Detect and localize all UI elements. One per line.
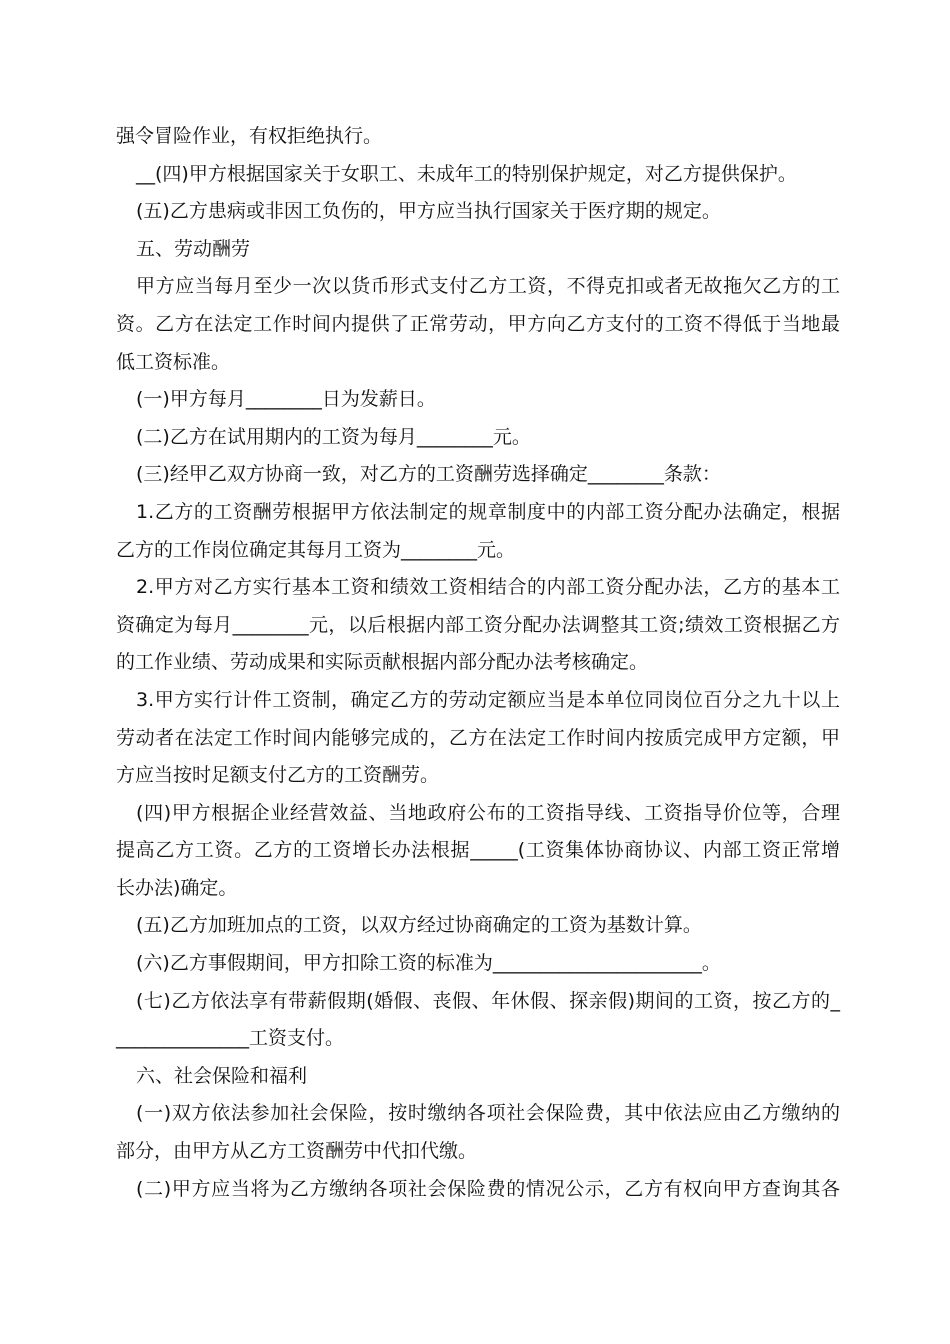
document-line: 方应当按时足额支付乙方的工资酬劳。 [116,764,440,787]
document-line: 2.甲方对乙方实行基本工资和绩效工资相结合的内部工资分配办法，乙方的基本工 [136,576,840,599]
document-line: 五、劳动酬劳 [136,237,251,260]
document-line: 提高乙方工资。乙方的工资增长办法根据_____(工资集体协商协议、内部工资正常增 [116,839,840,862]
document-line: (一)双方依法参加社会保险，按时缴纳各项社会保险费，其中依法应由乙方缴纳的 [136,1102,840,1125]
document-line: (五)乙方加班加点的工资，以双方经过协商确定的工资为基数计算。 [136,914,702,937]
document-line: (三)经甲乙双方协商一致，对乙方的工资酬劳选择确定________条款： [136,463,721,486]
document-line: 强令冒险作业，有权拒绝执行。 [116,125,383,147]
document-line: ______________工资支付。 [116,1027,345,1050]
document-line: 乙方的工作岗位确定其每月工资为________元。 [116,538,516,561]
document-line: 部分，由甲方从乙方工资酬劳中代扣代缴。 [116,1140,478,1163]
document-line: 资确定为每月________元，以后根据内部工资分配办法调整其工资;绩效工资根据乙方 [116,613,840,636]
document-line: 劳动者在法定工作时间内能够完成的，乙方在法定工作时间内按质完成甲方定额，甲 [116,726,840,749]
document-line: 低工资标准。 [116,350,231,373]
document-line: 1.乙方的工资酬劳根据甲方依法制定的规章制度中的内部工资分配办法确定，根据 [136,500,840,523]
document-line: __(四)甲方根据国家关于女职工、未成年工的特别保护规定，对乙方提供保护。 [136,162,797,185]
document-line: (四)甲方根据企业经营效益、当地政府公布的工资指导线、工资指导价位等，合理 [136,801,840,824]
document-line: 甲方应当每月至少一次以货币形式支付乙方工资，不得克扣或者无故拖欠乙方的工 [136,275,840,298]
document-line: 长办法)确定。 [116,876,238,899]
document-line: (六)乙方事假期间，甲方扣除工资的标准为______________________。 [136,952,721,975]
document-line: 六、社会保险和福利 [136,1064,308,1087]
document-line: (二)乙方在试用期内的工资为每月________元。 [136,425,531,448]
document-line: 3.甲方实行计件工资制，确定乙方的劳动定额应当是本单位同岗位百分之九十以上 [136,688,840,711]
document-line: 的工作业绩、劳动成果和实际贡献根据内部分配办法考核确定。 [116,651,649,674]
document-line: (五)乙方患病或非因工负伤的，甲方应当执行国家关于医疗期的规定。 [136,200,721,223]
document-line: (一)甲方每月________日为发薪日。 [136,388,436,411]
document-line: (七)乙方依法享有带薪假期(婚假、丧假、年休假、探亲假)期间的工资，按乙方的_ [136,989,840,1012]
document-line: (二)甲方应当将为乙方缴纳各项社会保险费的情况公示，乙方有权向甲方查询其各 [136,1177,840,1200]
document-line: 资。乙方在法定工作时间内提供了正常劳动，甲方向乙方支付的工资不得低于当地最 [116,312,840,335]
document-body [116,118,840,1208]
